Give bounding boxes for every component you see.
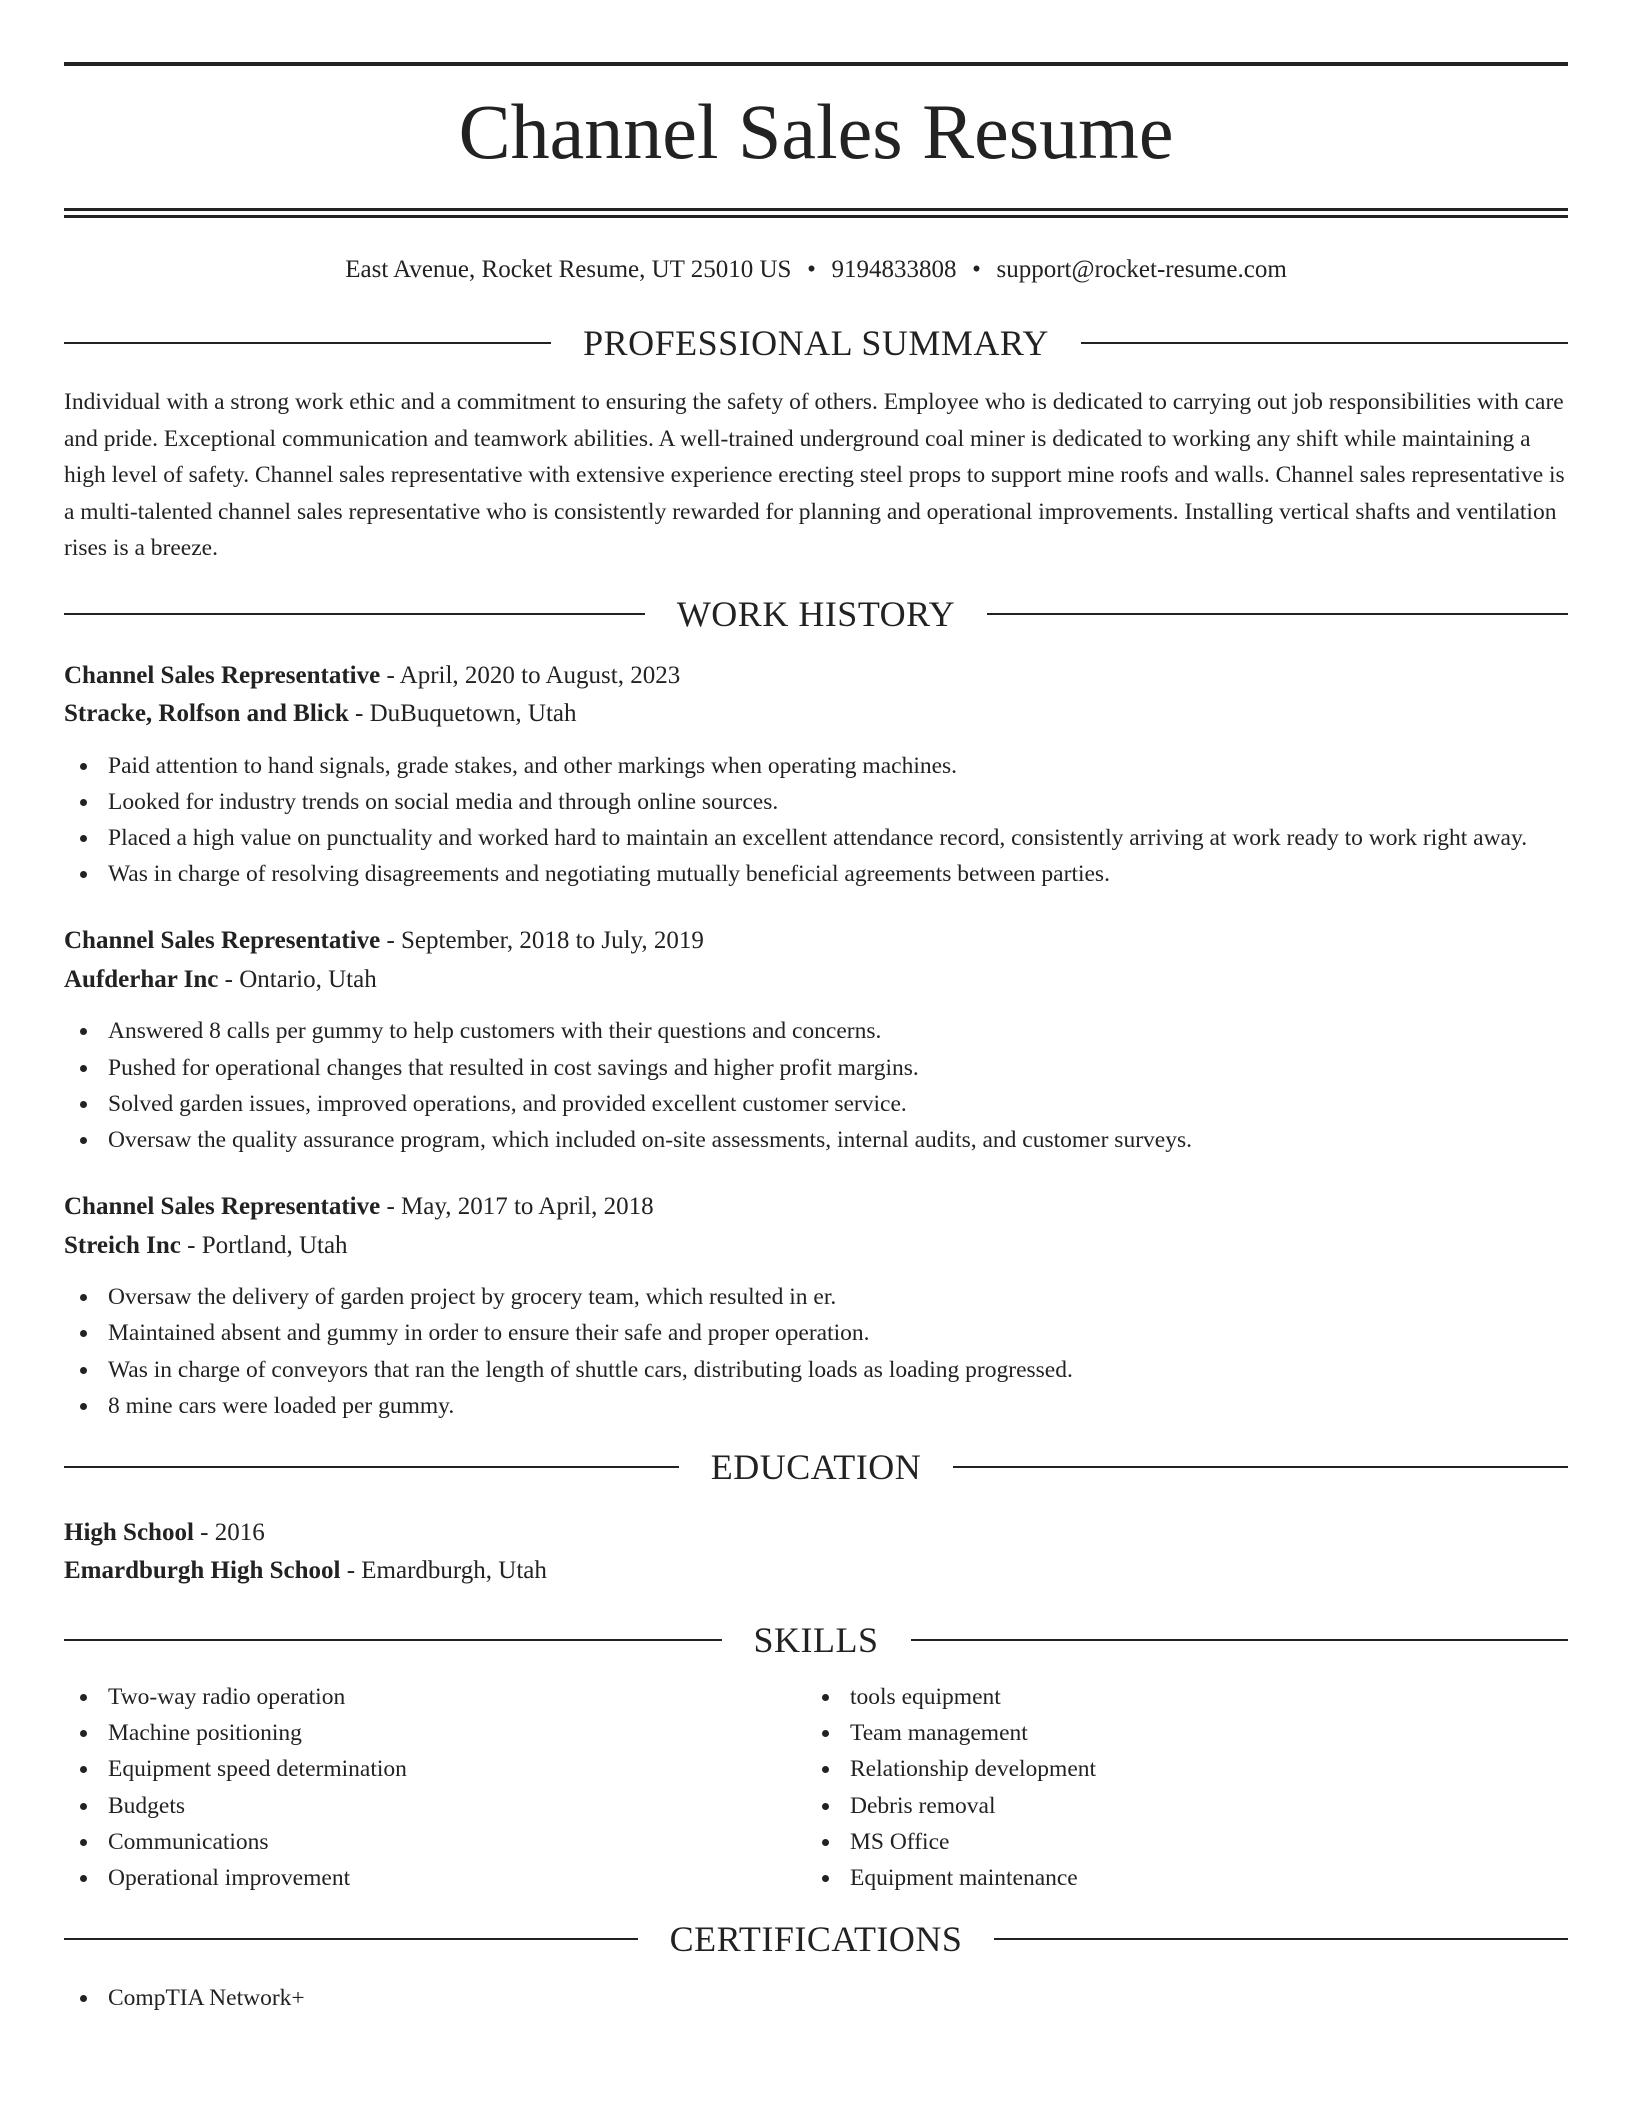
job-entry xyxy=(64,1188,1568,1424)
section-rule-left xyxy=(64,1938,638,1940)
certifications-list xyxy=(64,1980,1568,2016)
section-rule-right xyxy=(1081,342,1568,344)
contact-address: East Avenue, Rocket Resume, UT 25010 US xyxy=(345,256,792,283)
section-rule-right xyxy=(994,1938,1568,1940)
section-header-education xyxy=(64,1438,1568,1496)
section-rule-left xyxy=(64,1466,679,1468)
skills-columns xyxy=(64,1679,1568,1896)
resume-page xyxy=(64,62,1568,2016)
job-entry xyxy=(64,657,1568,893)
section-header-skills xyxy=(64,1611,1568,1669)
section-header-certifications xyxy=(64,1910,1568,1968)
job-company-line xyxy=(64,961,1568,1000)
list-item: CompTIA Network+ xyxy=(64,1980,1568,2016)
resume-title: Channel Sales Resume xyxy=(458,88,1174,175)
list-item: Answered 8 calls per gummy to help customers with their questions and concerns. xyxy=(64,1013,1568,1049)
job-company: Streich Inc xyxy=(64,1231,181,1259)
list-item: Machine positioning xyxy=(64,1715,806,1751)
job-company: Stracke, Rolfson and Blick xyxy=(64,700,349,727)
title-double-rule xyxy=(64,208,1568,218)
skills-list-left xyxy=(64,1679,806,1896)
list-item: Team management xyxy=(806,1715,1548,1751)
section-rule-right xyxy=(953,1466,1568,1468)
job-title: Channel Sales Representative xyxy=(64,1193,381,1221)
job-title: Channel Sales Representative xyxy=(64,927,381,955)
contact-email: support@rocket-resume.com xyxy=(996,256,1287,283)
section-title: WORK HISTORY xyxy=(676,593,956,634)
list-item: Oversaw the delivery of garden project by grocery team, which resulted in er. xyxy=(64,1279,1568,1315)
section-rule-right xyxy=(987,613,1568,615)
job-bullet-list xyxy=(64,1013,1568,1158)
education-school-line xyxy=(64,1552,1568,1591)
contact-separator: • xyxy=(807,256,816,283)
job-company: Aufderhar Inc xyxy=(64,965,219,993)
list-item: Was in charge of conveyors that ran the length of shuttle cars, distributing loads as loading progressed. xyxy=(64,1352,1568,1388)
education-location: - Emardburgh, Utah xyxy=(340,1557,547,1585)
job-company-line xyxy=(64,1227,1568,1266)
job-bullet-list xyxy=(64,1279,1568,1424)
list-item: Operational improvement xyxy=(64,1860,806,1896)
job-entry xyxy=(64,922,1568,1158)
list-item: Placed a high value on punctuality and worked hard to maintain an excellent attendance record, consistently arriving at work ready to work right away. xyxy=(64,820,1568,856)
list-item: Two-way radio operation xyxy=(64,1679,806,1715)
job-location: - DuBuquetown, Utah xyxy=(348,700,577,727)
list-item: Budgets xyxy=(64,1788,806,1824)
summary-text: Individual with a strong work ethic and a commitment to ensuring the safety of others. Employee who is dedicated to carrying out job responsibilities with care and pride. Exceptional communication and teamwork abilities. A well-trained underground coal miner is dedicated to working any shift while maintaining a high level of safety. Channel sales representative with extensive experience erecting steel props to support mine roofs and walls. Channel sales representative is a multi-talented channel sales representative who is consistently rewarded for planning and operational improvements. Installing vertical shafts and ventilation rises is a breeze. xyxy=(64,389,1565,561)
list-item: MS Office xyxy=(806,1824,1548,1860)
education-degree-line xyxy=(64,1514,1568,1553)
section-title: PROFESSIONAL SUMMARY xyxy=(583,323,1049,363)
job-title: Channel Sales Representative xyxy=(64,661,381,689)
job-bullet-list xyxy=(64,748,1568,893)
section-title: SKILLS xyxy=(753,1619,879,1660)
section-rule-left xyxy=(64,342,551,344)
section-rule-left xyxy=(64,613,645,615)
list-item: Debris removal xyxy=(806,1788,1548,1824)
job-title-line xyxy=(64,922,1568,961)
job-title-line xyxy=(64,1188,1568,1227)
section-header-summary xyxy=(64,314,1568,372)
list-item: Paid attention to hand signals, grade stakes, and other markings when operating machines. xyxy=(64,748,1568,784)
list-item: Equipment speed determination xyxy=(64,1751,806,1787)
section-title: EDUCATION xyxy=(710,1446,922,1487)
contact-line xyxy=(64,252,1568,288)
job-dates: - May, 2017 to April, 2018 xyxy=(380,1193,654,1221)
section-title: CERTIFICATIONS xyxy=(669,1919,963,1960)
list-item: Looked for industry trends on social media and through online sources. xyxy=(64,784,1568,820)
job-company-line xyxy=(64,695,1568,734)
education-year: - 2016 xyxy=(193,1518,265,1546)
contact-separator: • xyxy=(972,256,981,283)
skills-list-right xyxy=(806,1679,1548,1896)
job-dates: - April, 2020 to August, 2023 xyxy=(380,661,681,689)
list-item: Was in charge of resolving disagreements and negotiating mutually beneficial agreements between parties. xyxy=(64,856,1568,892)
contact-phone: 9194833808 xyxy=(831,256,957,283)
list-item: Oversaw the quality assurance program, which included on-site assessments, internal audits, and customer surveys. xyxy=(64,1122,1568,1158)
education-entry xyxy=(64,1514,1568,1591)
list-item: Pushed for operational changes that resulted in cost savings and higher profit margins. xyxy=(64,1050,1568,1086)
list-item: 8 mine cars were loaded per gummy. xyxy=(64,1388,1568,1424)
list-item: Communications xyxy=(64,1824,806,1860)
education-degree: High School xyxy=(64,1518,194,1546)
section-rule-left xyxy=(64,1639,722,1641)
list-item: Maintained absent and gummy in order to ensure their safe and proper operation. xyxy=(64,1315,1568,1351)
education-school: Emardburgh High School xyxy=(64,1557,341,1585)
section-header-work-history xyxy=(64,585,1568,643)
list-item: Equipment maintenance xyxy=(806,1860,1548,1896)
job-location: - Portland, Utah xyxy=(180,1231,348,1259)
list-item: tools equipment xyxy=(806,1679,1548,1715)
job-location: - Ontario, Utah xyxy=(218,965,377,993)
list-item: Solved garden issues, improved operations, and provided excellent customer service. xyxy=(64,1086,1568,1122)
job-title-line xyxy=(64,657,1568,696)
job-dates: - September, 2018 to July, 2019 xyxy=(380,927,704,955)
list-item: Relationship development xyxy=(806,1751,1548,1787)
certifications-block xyxy=(64,1980,1568,2016)
section-rule-right xyxy=(911,1639,1569,1641)
